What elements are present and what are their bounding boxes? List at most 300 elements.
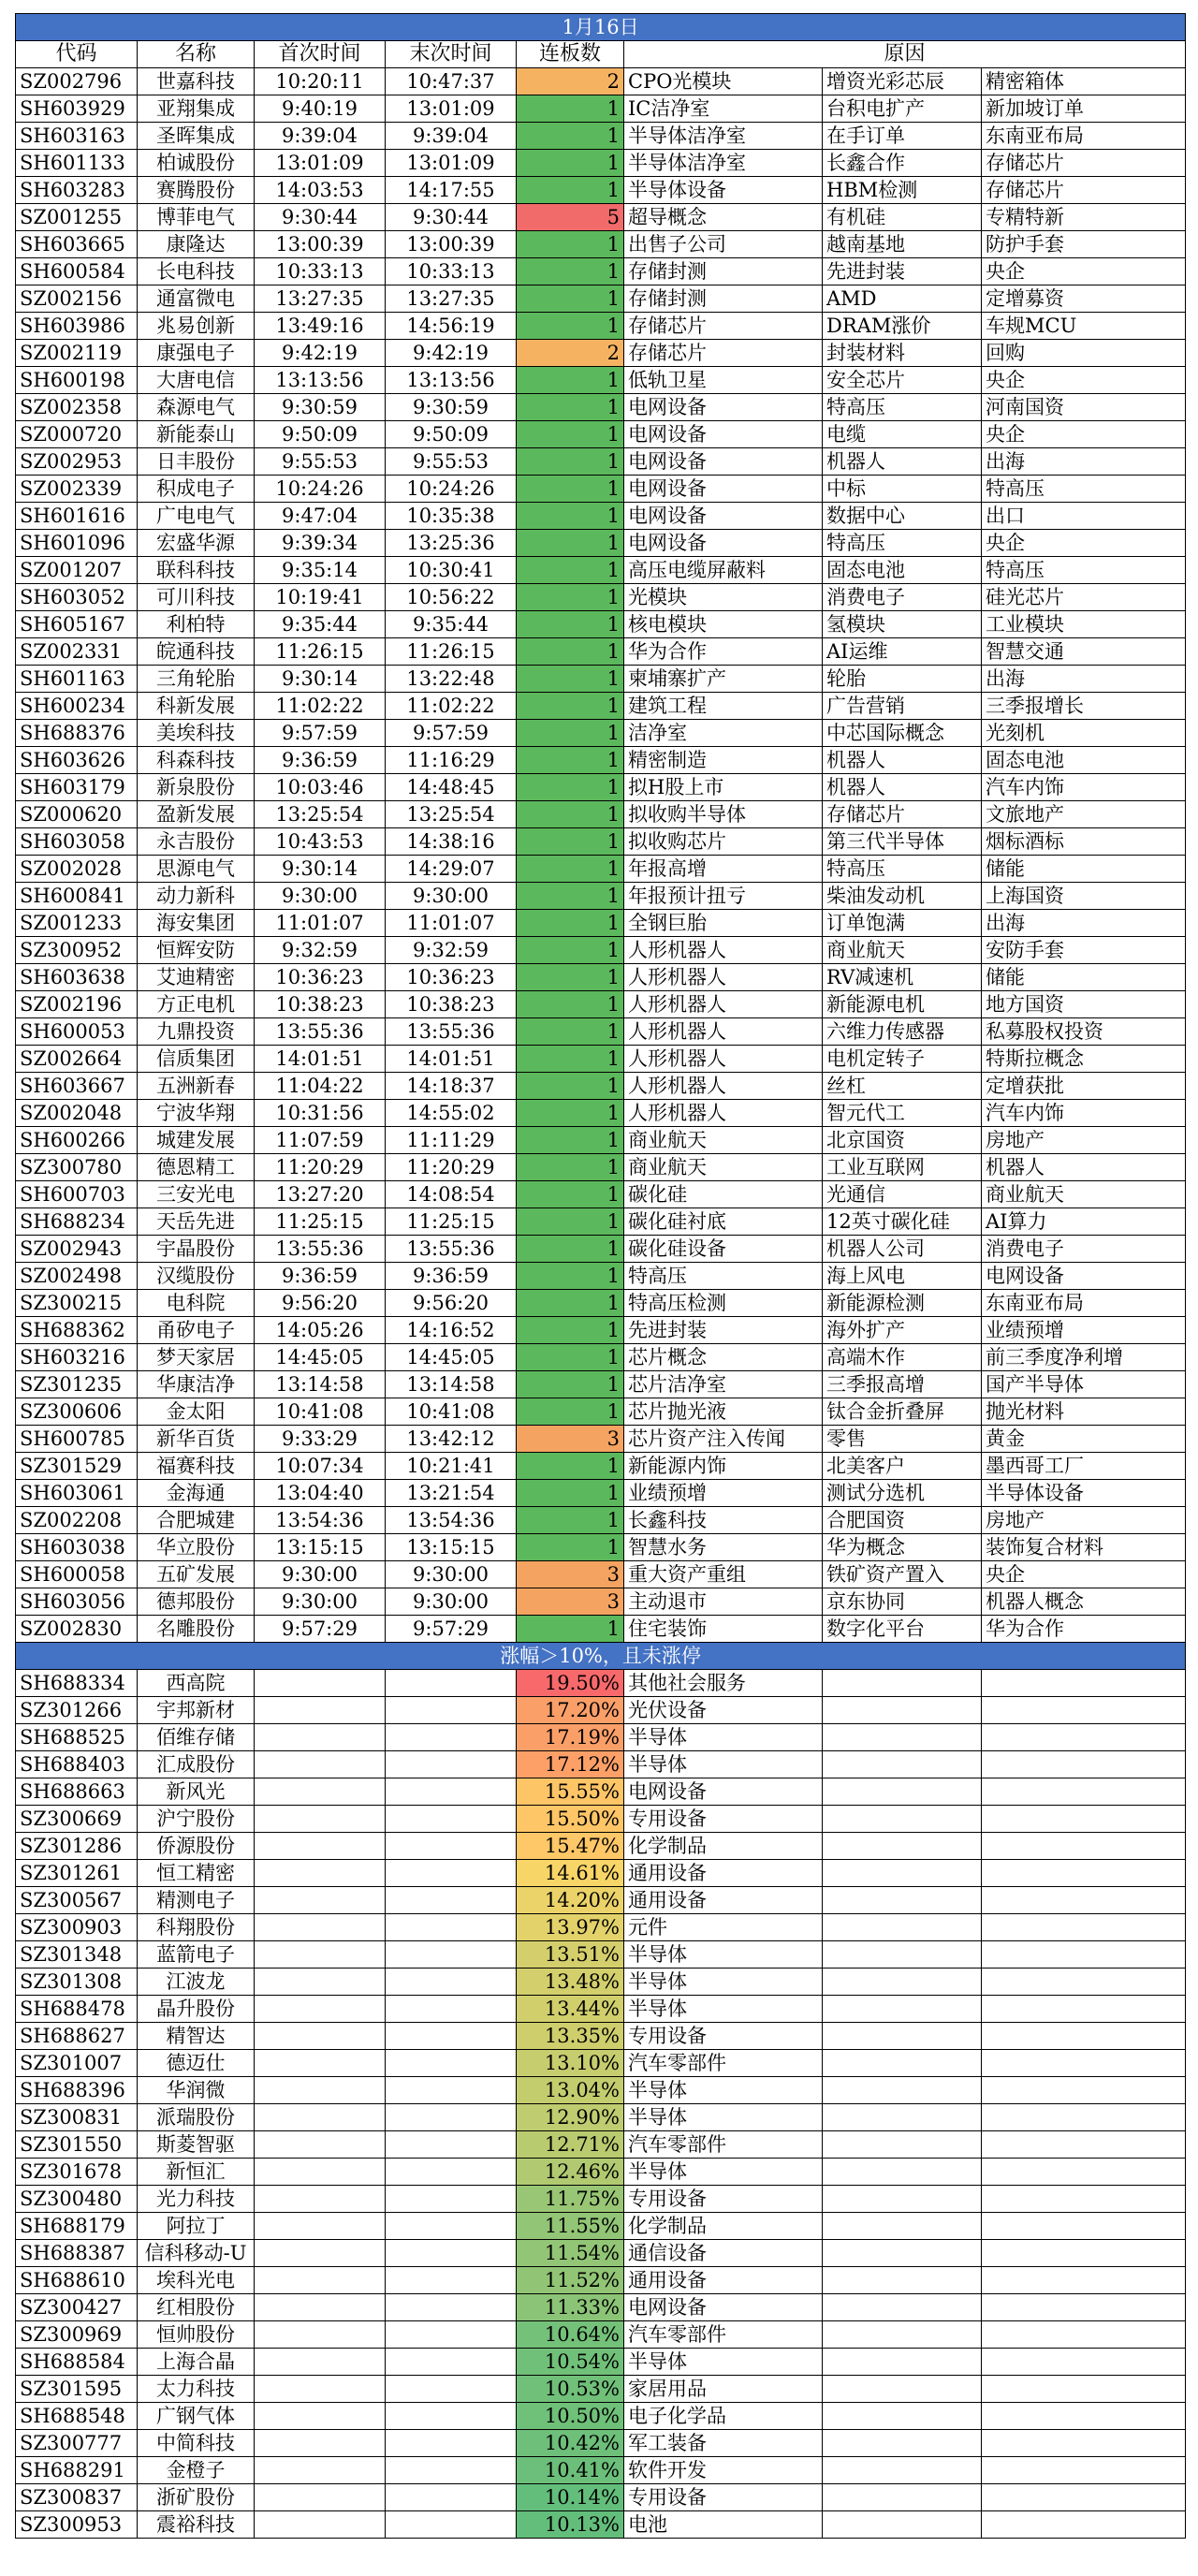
board-count: 1: [517, 476, 624, 503]
stock-name: 甬矽电子: [138, 1317, 255, 1344]
stock-code: SZ002830: [16, 1616, 138, 1643]
gain-percent: 13.10%: [517, 2050, 624, 2077]
gain-percent: 12.90%: [517, 2104, 624, 2131]
stock-name: 森源电气: [138, 394, 255, 421]
reason-2: 数据中心: [823, 503, 982, 530]
stock-name: 光力科技: [138, 2186, 255, 2213]
reason-2: 北京国资: [823, 1127, 982, 1154]
table-row: [16, 1941, 1186, 1969]
reason-3: 国产半导体: [982, 1371, 1186, 1398]
empty-cell: [823, 2511, 982, 2539]
stock-code: SH603058: [16, 828, 138, 856]
board-count: 1: [517, 1263, 624, 1290]
industry: 光伏设备: [624, 1697, 823, 1724]
gain-percent: 11.54%: [517, 2240, 624, 2267]
empty-cell: [982, 2457, 1186, 2484]
stock-code: SZ002498: [16, 1263, 138, 1290]
reason-3: 消费电子: [982, 1236, 1186, 1263]
industry: 半导体: [624, 2159, 823, 2186]
board-count: 1: [517, 367, 624, 394]
first-time: 9:36:59: [255, 747, 386, 774]
last-time: 10:35:38: [386, 503, 517, 530]
table-row: [16, 666, 1186, 693]
stock-code: SZ300777: [16, 2430, 138, 2457]
table-row: [16, 313, 1186, 340]
reason-2: 光通信: [823, 1181, 982, 1208]
table-row: [16, 1806, 1186, 1833]
empty-cell: [823, 2023, 982, 2050]
first-time: 9:30:00: [255, 1561, 386, 1588]
reason-2: 高端木作: [823, 1344, 982, 1371]
board-count: 1: [517, 177, 624, 204]
stock-name: 斯菱智驱: [138, 2131, 255, 2159]
stock-name: 利柏特: [138, 611, 255, 638]
empty-cell: [982, 2077, 1186, 2104]
reason-2: 增资光彩芯辰: [823, 68, 982, 95]
stock-name: 世嘉科技: [138, 68, 255, 95]
last-time: 9:36:59: [386, 1263, 517, 1290]
empty-cell: [386, 1969, 517, 1996]
empty-cell: [982, 1833, 1186, 1860]
reason-2: RV减速机: [823, 964, 982, 991]
industry: 通用设备: [624, 2267, 823, 2294]
subtitle-row: [16, 1643, 1186, 1670]
stock-code: SZ002156: [16, 285, 138, 313]
reason-2: 第三代半导体: [823, 828, 982, 856]
stock-name: 电科院: [138, 1290, 255, 1317]
reason-1: 存储芯片: [624, 340, 823, 367]
last-time: 9:56:20: [386, 1290, 517, 1317]
last-time: 13:00:39: [386, 231, 517, 258]
reason-2: 轮胎: [823, 666, 982, 693]
empty-cell: [982, 2023, 1186, 2050]
stock-code: SH605167: [16, 611, 138, 638]
stock-code: SZ002358: [16, 394, 138, 421]
first-time: 9:39:34: [255, 530, 386, 557]
stock-code: SH603216: [16, 1344, 138, 1371]
table-row: [16, 2159, 1186, 2186]
empty-cell: [255, 2213, 386, 2240]
industry: 专用设备: [624, 2484, 823, 2511]
stock-name: 赛腾股份: [138, 177, 255, 204]
reason-2: 在手订单: [823, 123, 982, 150]
stock-code: SZ301308: [16, 1969, 138, 1996]
empty-cell: [982, 2294, 1186, 2321]
table-row: [16, 856, 1186, 883]
first-time: 9:50:09: [255, 421, 386, 448]
last-time: 11:16:29: [386, 747, 517, 774]
first-time: 9:30:14: [255, 856, 386, 883]
stock-code: SH603061: [16, 1480, 138, 1507]
stock-code: SH688179: [16, 2213, 138, 2240]
empty-cell: [982, 1996, 1186, 2023]
table-row: [16, 448, 1186, 476]
stock-code: SZ002796: [16, 68, 138, 95]
stock-name: 长电科技: [138, 258, 255, 285]
first-time: 9:30:00: [255, 1588, 386, 1616]
reason-3: 央企: [982, 258, 1186, 285]
table-row: [16, 503, 1186, 530]
board-count: 1: [517, 503, 624, 530]
table-row: [16, 937, 1186, 964]
stock-code: SZ001233: [16, 910, 138, 937]
table-row: [16, 2294, 1186, 2321]
industry: 化学制品: [624, 2213, 823, 2240]
reason-1: 年报高增: [624, 856, 823, 883]
table-row: [16, 394, 1186, 421]
last-time: 9:35:44: [386, 611, 517, 638]
reason-3: 定增获批: [982, 1073, 1186, 1100]
empty-cell: [386, 2186, 517, 2213]
reason-3: 汽车内饰: [982, 1100, 1186, 1127]
stock-code: SH601616: [16, 503, 138, 530]
industry: 软件开发: [624, 2457, 823, 2484]
empty-cell: [255, 1996, 386, 2023]
table-row: [16, 123, 1186, 150]
stock-code: SH688548: [16, 2403, 138, 2430]
reason-2: 存储芯片: [823, 801, 982, 828]
table-row: [16, 1534, 1186, 1561]
stock-code: SH688291: [16, 2457, 138, 2484]
stock-code: SZ002048: [16, 1100, 138, 1127]
stock-name: 华润微: [138, 2077, 255, 2104]
empty-cell: [255, 1833, 386, 1860]
empty-cell: [823, 2104, 982, 2131]
industry: 电网设备: [624, 1778, 823, 1806]
reason-3: 东南亚布局: [982, 123, 1186, 150]
table-row: [16, 1100, 1186, 1127]
empty-cell: [982, 2484, 1186, 2511]
stock-name: 天岳先进: [138, 1208, 255, 1236]
reason-1: 业绩预增: [624, 1480, 823, 1507]
board-count: 1: [517, 720, 624, 747]
table-row: [16, 285, 1186, 313]
board-count: 1: [517, 883, 624, 910]
board-count: 1: [517, 1507, 624, 1534]
reason-3: 私募股权投资: [982, 1018, 1186, 1046]
board-count: 1: [517, 1154, 624, 1181]
stock-code: SZ300606: [16, 1398, 138, 1426]
stock-code: SZ301261: [16, 1860, 138, 1887]
empty-cell: [386, 1670, 517, 1697]
empty-cell: [982, 1670, 1186, 1697]
gain-percent: 13.04%: [517, 2077, 624, 2104]
reason-1: 超导概念: [624, 204, 823, 231]
stock-code: SZ300903: [16, 1914, 138, 1941]
table-row: [16, 2023, 1186, 2050]
first-time: 13:00:39: [255, 231, 386, 258]
first-time: 9:35:14: [255, 557, 386, 584]
empty-cell: [982, 2050, 1186, 2077]
stock-code: SZ301266: [16, 1697, 138, 1724]
reason-2: 机器人公司: [823, 1236, 982, 1263]
gain-percent: 10.64%: [517, 2321, 624, 2349]
first-time: 13:55:36: [255, 1236, 386, 1263]
last-time: 10:36:23: [386, 964, 517, 991]
stock-name: 新恒汇: [138, 2159, 255, 2186]
reason-2: 电机定转子: [823, 1046, 982, 1073]
table-row: [16, 638, 1186, 666]
stock-code: SH603626: [16, 747, 138, 774]
reason-3: 安防手套: [982, 937, 1186, 964]
gain-percent: 14.61%: [517, 1860, 624, 1887]
empty-cell: [823, 2186, 982, 2213]
reason-2: AMD: [823, 285, 982, 313]
first-time: 9:35:44: [255, 611, 386, 638]
stock-name: 西高院: [138, 1670, 255, 1697]
stock-code: SZ002943: [16, 1236, 138, 1263]
last-time: 14:17:55: [386, 177, 517, 204]
stock-code: SZ301348: [16, 1941, 138, 1969]
board-count: 1: [517, 747, 624, 774]
industry: 元件: [624, 1914, 823, 1941]
reason-2: 氢模块: [823, 611, 982, 638]
gain-percent: 12.71%: [517, 2131, 624, 2159]
first-time: 10:43:53: [255, 828, 386, 856]
stock-code: SZ300952: [16, 937, 138, 964]
empty-cell: [386, 2511, 517, 2539]
gain-percent: 15.47%: [517, 1833, 624, 1860]
empty-cell: [982, 2159, 1186, 2186]
reason-2: 特高压: [823, 856, 982, 883]
board-count: 1: [517, 964, 624, 991]
reason-1: 电网设备: [624, 476, 823, 503]
stock-code: SZ301550: [16, 2131, 138, 2159]
first-time: 13:01:09: [255, 150, 386, 177]
last-time: 14:38:16: [386, 828, 517, 856]
reason-3: 车规MCU: [982, 313, 1186, 340]
reason-3: 墨西哥工厂: [982, 1453, 1186, 1480]
board-count: 1: [517, 313, 624, 340]
table-row: [16, 1018, 1186, 1046]
table-row: [16, 747, 1186, 774]
table-row: [16, 1073, 1186, 1100]
page-title: 1月16日: [16, 14, 1186, 41]
table-row: [16, 1046, 1186, 1073]
empty-cell: [823, 2403, 982, 2430]
reason-1: 人形机器人: [624, 1100, 823, 1127]
empty-cell: [386, 1941, 517, 1969]
first-time: 13:14:58: [255, 1371, 386, 1398]
last-time: 14:56:19: [386, 313, 517, 340]
table-row: [16, 991, 1186, 1018]
stock-code: SZ300215: [16, 1290, 138, 1317]
last-time: 13:55:36: [386, 1018, 517, 1046]
reason-3: 机器人: [982, 1154, 1186, 1181]
stock-name: 永吉股份: [138, 828, 255, 856]
reason-3: 房地产: [982, 1507, 1186, 1534]
empty-cell: [255, 1887, 386, 1914]
first-time: 13:54:36: [255, 1507, 386, 1534]
last-time: 13:25:36: [386, 530, 517, 557]
industry: 化学制品: [624, 1833, 823, 1860]
empty-cell: [982, 2131, 1186, 2159]
stock-code: SZ002953: [16, 448, 138, 476]
reason-3: 存储芯片: [982, 150, 1186, 177]
reason-2: 机器人: [823, 448, 982, 476]
last-time: 10:24:26: [386, 476, 517, 503]
reason-3: 央企: [982, 530, 1186, 557]
empty-cell: [823, 2213, 982, 2240]
empty-cell: [386, 2131, 517, 2159]
stock-code: SZ300669: [16, 1806, 138, 1833]
table-row: [16, 2240, 1186, 2267]
stock-name: 宇邦新材: [138, 1697, 255, 1724]
empty-cell: [823, 1860, 982, 1887]
stock-name: 积成电子: [138, 476, 255, 503]
board-count: 3: [517, 1426, 624, 1453]
first-time: 11:01:07: [255, 910, 386, 937]
stock-name: 联科科技: [138, 557, 255, 584]
gain-percent: 17.20%: [517, 1697, 624, 1724]
reason-1: 特高压检测: [624, 1290, 823, 1317]
reason-2: 安全芯片: [823, 367, 982, 394]
board-count: 1: [517, 258, 624, 285]
table-row: [16, 1263, 1186, 1290]
reason-3: 央企: [982, 421, 1186, 448]
first-time: 9:57:29: [255, 1616, 386, 1643]
stock-name: 精测电子: [138, 1887, 255, 1914]
reason-2: DRAM涨价: [823, 313, 982, 340]
last-time: 9:30:00: [386, 883, 517, 910]
reason-1: 电网设备: [624, 394, 823, 421]
industry: 半导体: [624, 1996, 823, 2023]
last-time: 14:01:51: [386, 1046, 517, 1073]
last-time: 13:54:36: [386, 1507, 517, 1534]
stock-code: SH603038: [16, 1534, 138, 1561]
empty-cell: [386, 2077, 517, 2104]
empty-cell: [255, 1724, 386, 1751]
stock-code: SH600584: [16, 258, 138, 285]
reason-3: 出海: [982, 910, 1186, 937]
stock-code: SZ300780: [16, 1154, 138, 1181]
empty-cell: [255, 1697, 386, 1724]
stock-code: SZ300567: [16, 1887, 138, 1914]
table-row: [16, 476, 1186, 503]
table-row: [16, 1588, 1186, 1616]
reason-2: 六维力传感器: [823, 1018, 982, 1046]
first-time: 10:19:41: [255, 584, 386, 611]
stock-name: 五矿发展: [138, 1561, 255, 1588]
stock-code: SZ002331: [16, 638, 138, 666]
last-time: 9:30:00: [386, 1561, 517, 1588]
last-time: 14:08:54: [386, 1181, 517, 1208]
first-time: 11:25:15: [255, 1208, 386, 1236]
industry: 专用设备: [624, 2023, 823, 2050]
reason-3: 新加坡订单: [982, 95, 1186, 123]
last-time: 9:32:59: [386, 937, 517, 964]
first-time: 10:41:08: [255, 1398, 386, 1426]
first-time: 11:07:59: [255, 1127, 386, 1154]
empty-cell: [823, 1724, 982, 1751]
reason-3: 工业模块: [982, 611, 1186, 638]
board-count: 3: [517, 1588, 624, 1616]
reason-1: 半导体设备: [624, 177, 823, 204]
stock-code: SH600234: [16, 693, 138, 720]
gain-percent: 17.19%: [517, 1724, 624, 1751]
last-time: 13:25:54: [386, 801, 517, 828]
empty-cell: [982, 2321, 1186, 2349]
reason-3: 烟标酒标: [982, 828, 1186, 856]
gain-percent: 15.55%: [517, 1778, 624, 1806]
board-count: 1: [517, 666, 624, 693]
empty-cell: [255, 1806, 386, 1833]
empty-cell: [823, 1806, 982, 1833]
empty-cell: [386, 2104, 517, 2131]
reason-1: 人形机器人: [624, 991, 823, 1018]
table-row: [16, 1453, 1186, 1480]
empty-cell: [255, 2077, 386, 2104]
board-count: 1: [517, 1236, 624, 1263]
table-row: [16, 801, 1186, 828]
board-count: 1: [517, 1018, 624, 1046]
board-count: 5: [517, 204, 624, 231]
header-row: [16, 41, 1186, 68]
header-code: 代码: [16, 41, 138, 68]
empty-cell: [823, 2430, 982, 2457]
table-row: [16, 1887, 1186, 1914]
empty-cell: [386, 1806, 517, 1833]
last-time: 10:30:41: [386, 557, 517, 584]
reason-2: 测试分选机: [823, 1480, 982, 1507]
board-count: 1: [517, 1181, 624, 1208]
industry: 通用设备: [624, 1887, 823, 1914]
last-time: 9:50:09: [386, 421, 517, 448]
reason-3: 特高压: [982, 557, 1186, 584]
reason-1: 光模块: [624, 584, 823, 611]
stock-code: SH688663: [16, 1778, 138, 1806]
reason-3: 硅光芯片: [982, 584, 1186, 611]
first-time: 9:57:59: [255, 720, 386, 747]
stock-name: 海安集团: [138, 910, 255, 937]
last-time: 10:41:08: [386, 1398, 517, 1426]
first-time: 13:13:56: [255, 367, 386, 394]
table-row: [16, 1724, 1186, 1751]
table-row: [16, 720, 1186, 747]
stock-code: SH688396: [16, 2077, 138, 2104]
empty-cell: [823, 2240, 982, 2267]
reason-3: 装饰复合材料: [982, 1534, 1186, 1561]
table-row: [16, 910, 1186, 937]
reason-1: 存储封测: [624, 258, 823, 285]
last-time: 11:11:29: [386, 1127, 517, 1154]
table-row: [16, 367, 1186, 394]
reason-3: 河南国资: [982, 394, 1186, 421]
reason-1: 全钢巨胎: [624, 910, 823, 937]
table-row: [16, 1398, 1186, 1426]
stock-name: 科翔股份: [138, 1914, 255, 1941]
stock-name: 宏盛华源: [138, 530, 255, 557]
stock-name: 华康洁净: [138, 1371, 255, 1398]
stock-name: 上海合晶: [138, 2349, 255, 2376]
industry: 半导体: [624, 2077, 823, 2104]
table-row: [16, 883, 1186, 910]
first-time: 9:33:29: [255, 1426, 386, 1453]
industry: 军工装备: [624, 2430, 823, 2457]
stock-code: SH603163: [16, 123, 138, 150]
last-time: 9:30:44: [386, 204, 517, 231]
stock-name: 思源电气: [138, 856, 255, 883]
empty-cell: [823, 1778, 982, 1806]
empty-cell: [386, 2430, 517, 2457]
empty-cell: [255, 1969, 386, 1996]
reason-3: 特高压: [982, 476, 1186, 503]
board-count: 1: [517, 95, 624, 123]
stock-code: SH600785: [16, 1426, 138, 1453]
stock-name: 大唐电信: [138, 367, 255, 394]
stock-name: 九鼎投资: [138, 1018, 255, 1046]
table-row: [16, 828, 1186, 856]
